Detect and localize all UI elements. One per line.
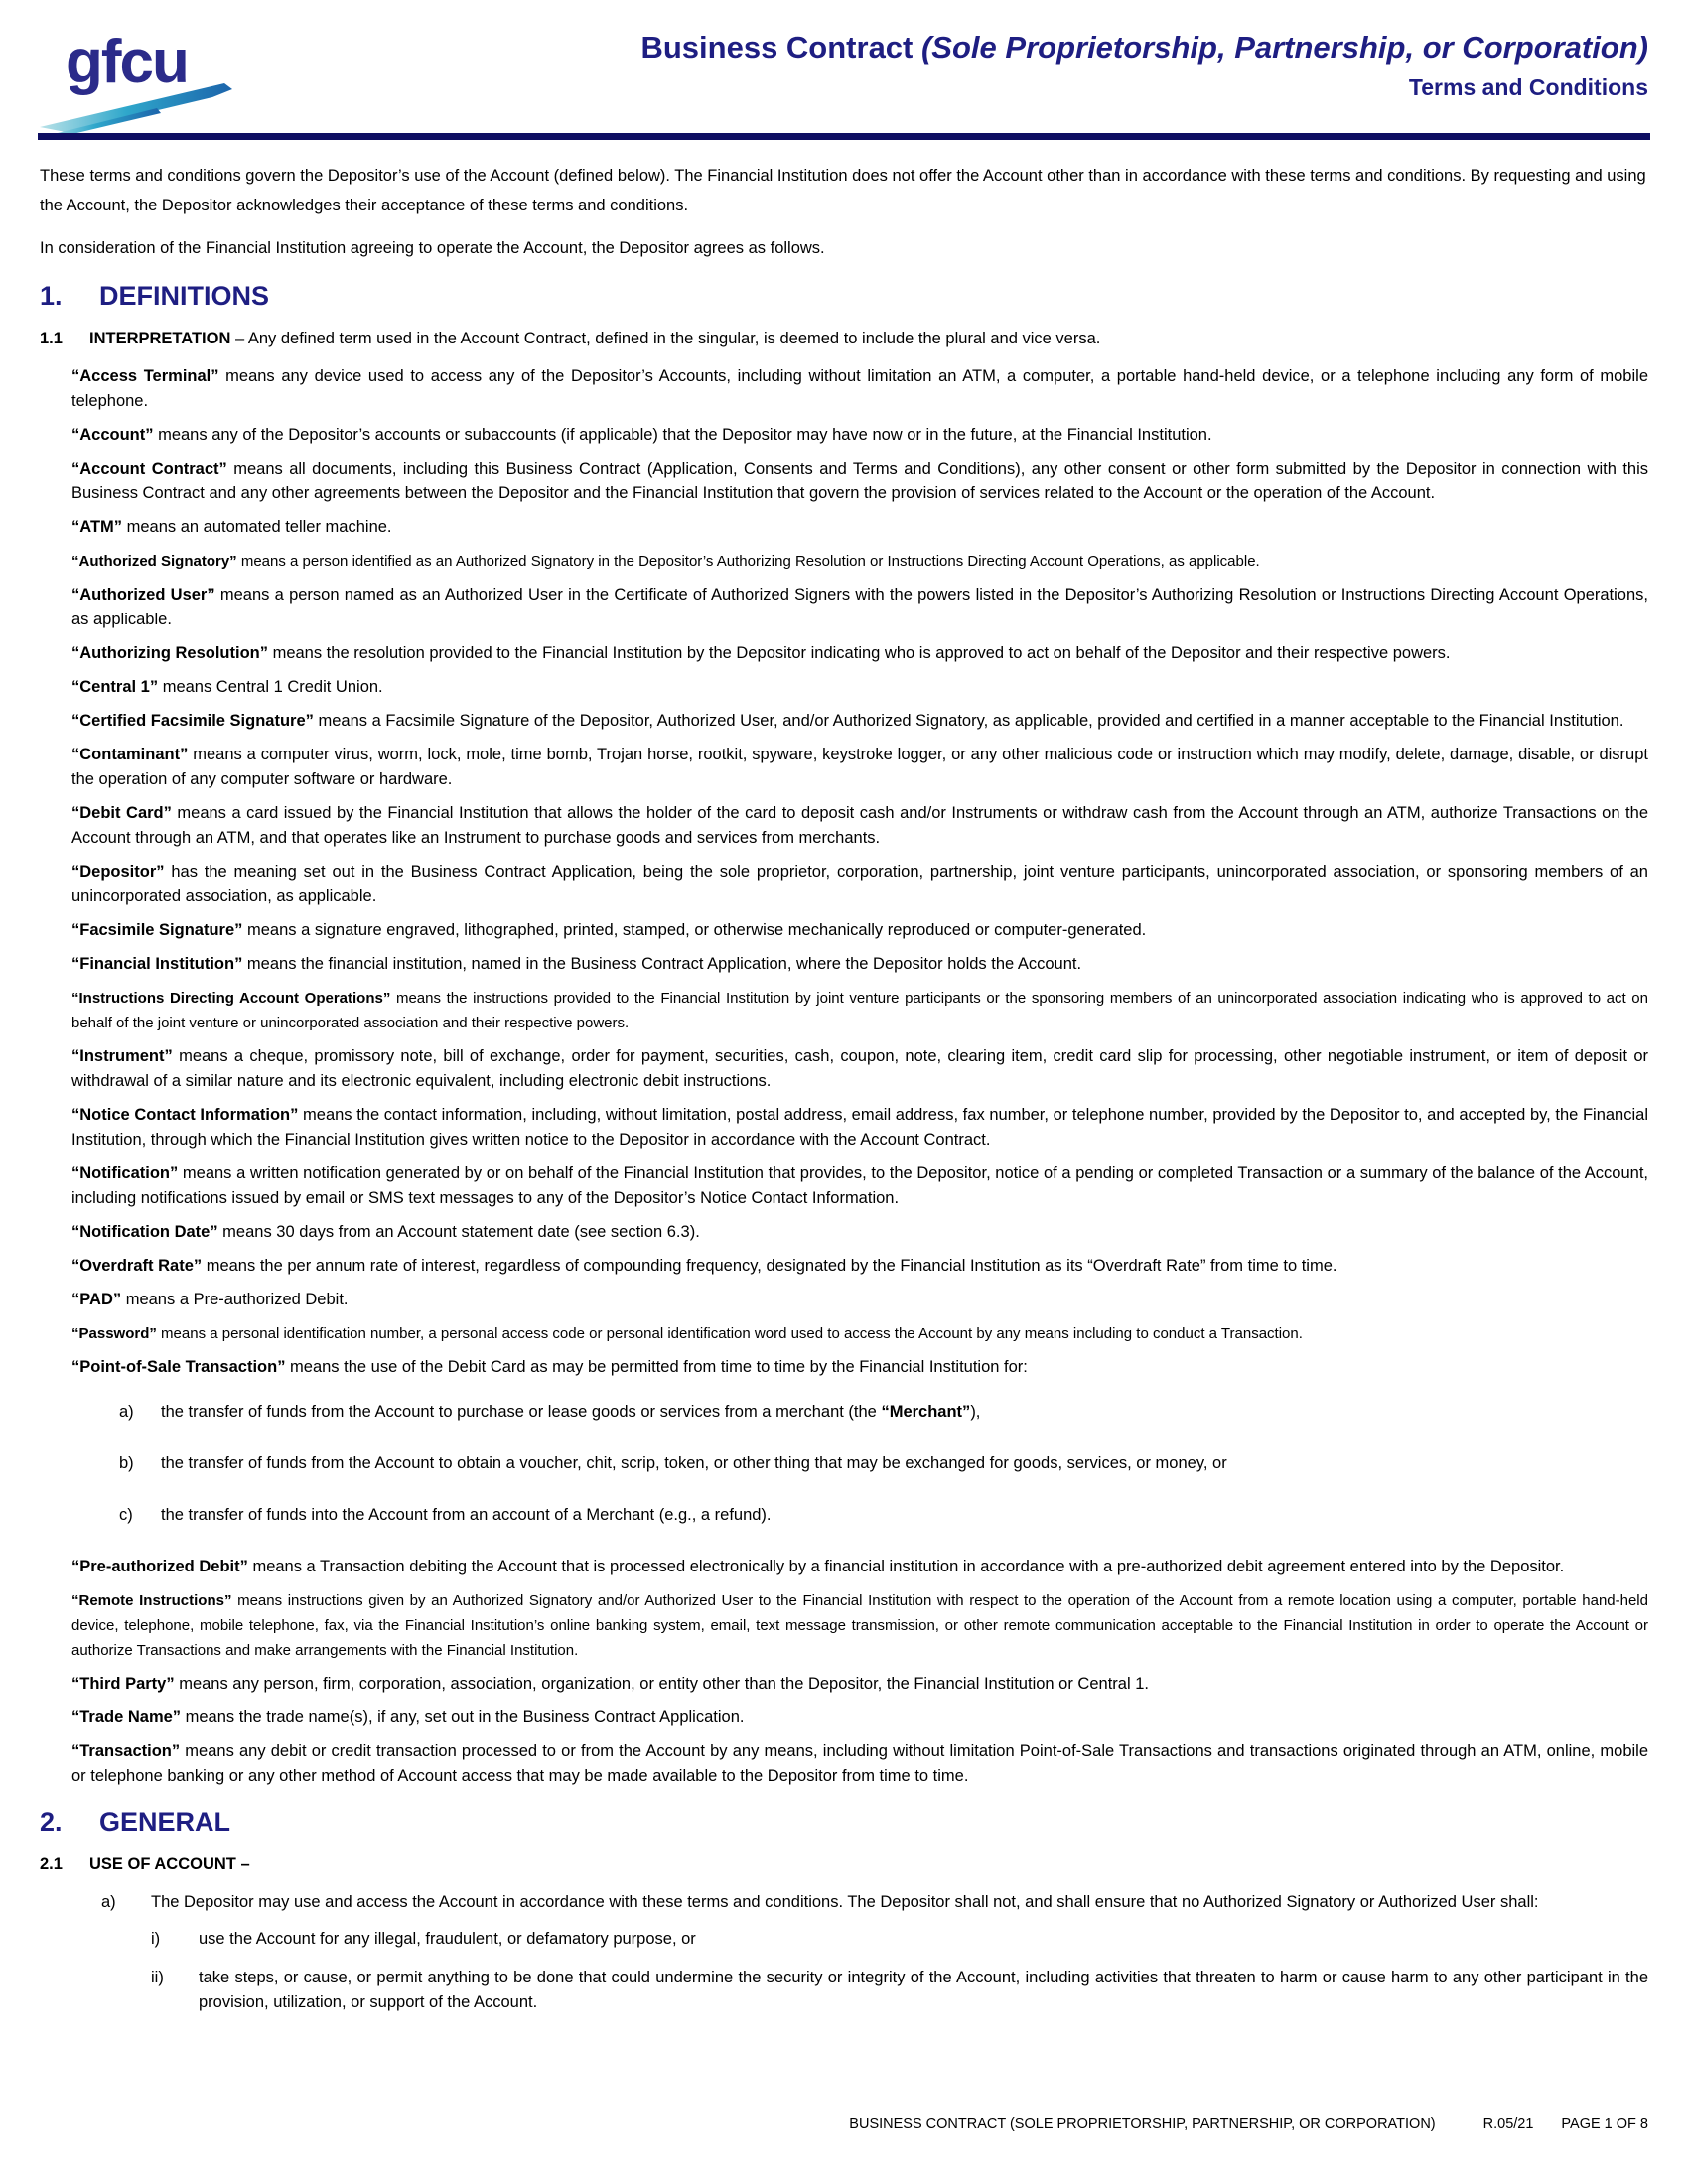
clause-sublist-item — [151, 1927, 1648, 1952]
definition-item — [71, 952, 1648, 977]
definition-term: “Debit Card” — [71, 804, 172, 822]
definition-term: “Third Party” — [71, 1675, 175, 1693]
definition-term: “Account” — [71, 426, 154, 444]
gfcu-logo — [40, 14, 288, 135]
definition-item — [71, 1672, 1648, 1697]
clause-1-1-text: – Any defined term used in the Account Contract, defined in the singular, is deemed to include the plural and vice versa. — [230, 330, 1101, 347]
definition-sublist-item — [119, 1503, 1648, 1528]
definition-text: means a written notification generated by or on behalf of the Financial Institution that provides, to the Depositor, notice of a pending or completed Transaction or a summary of the balance of the Account, including notifications issued by email or SMS text messages to any of the Depositor’s Notice Contact Information. — [71, 1164, 1648, 1207]
definition-text: means an automated teller machine. — [122, 518, 392, 536]
definition-item — [71, 1588, 1648, 1663]
definition-item — [71, 364, 1648, 414]
definition-text: means 30 days from an Account statement date (see section 6.3). — [217, 1223, 700, 1241]
section-2-title: GENERAL — [99, 1807, 231, 1837]
definition-item — [71, 1706, 1648, 1730]
definition-item — [71, 801, 1648, 851]
clause-item-text: The Depositor may use and access the Account in accordance with these terms and conditions. The Depositor shall not, and shall ensure that no Authorized Signatory or Authorized User shall: — [151, 1893, 1539, 1911]
definition-term: “Facsimile Signature” — [71, 921, 243, 939]
definition-text: means a Facsimile Signature of the Depositor, Authorized User, and/or Authorized Signatory, as applicable, provided and certified in a manner acceptable to the Financial Institution. — [313, 712, 1624, 730]
definition-item — [71, 549, 1648, 574]
definition-item — [71, 423, 1648, 448]
definition-item — [71, 1161, 1648, 1211]
definition-text: means the per annum rate of interest, regardless of compounding frequency, designated by the Financial Institution as its “Overdraft Rate” from time to time. — [202, 1257, 1337, 1275]
definition-item — [71, 860, 1648, 909]
definition-term: “Depositor” — [71, 863, 165, 881]
definition-term: “ATM” — [71, 518, 123, 536]
definition-term: “Remote Instructions” — [71, 1592, 232, 1609]
definition-text: means any person, firm, corporation, association, organization, or entity other than the Depositor, the Financial Institution or Central 1. — [174, 1675, 1149, 1693]
definition-item — [71, 1103, 1648, 1153]
clause-1-1 — [40, 327, 1648, 351]
clause-sublist — [151, 1927, 1648, 2015]
clause-1-1-body — [89, 327, 1648, 351]
definition-text: means Central 1 Credit Union. — [158, 678, 383, 696]
definition-term: “Notification” — [71, 1164, 179, 1182]
list-item-text: take steps, or cause, or permit anything to be done that could undermine the security or integrity of the Account, including activities that threaten to harm or cause harm to any other participant in the provision, utilization, or support of the Account. — [199, 1969, 1648, 2011]
clause-2-1-number: 2.1 — [40, 1855, 63, 1873]
document-header — [0, 0, 1688, 141]
definition-item — [71, 918, 1648, 943]
definition-text: means any of the Depositor’s accounts or subaccounts (if applicable) that the Depositor may have now or in the future, at the Financial Institution. — [153, 426, 1212, 444]
definition-term: “Instrument” — [71, 1047, 173, 1065]
definition-term: “Trade Name” — [71, 1708, 182, 1726]
list-item-label: a) — [101, 1893, 116, 1911]
list-item-text — [151, 1890, 1648, 2029]
definition-text: means any debit or credit transaction processed to or from the Account by any means, including without limitation Point-of-Sale Transactions and transactions originated through an ATM, online, mobile or telephone banking or any other method of Account access that may be made available to the Depositor from time to time. — [71, 1742, 1648, 1785]
definition-term: “Password” — [71, 1325, 157, 1342]
definition-item — [71, 986, 1648, 1035]
definition-term: “Notification Date” — [71, 1223, 218, 1241]
document-body — [0, 141, 1688, 2029]
section-2-number: 2. — [40, 1807, 63, 1837]
section-1-title: DEFINITIONS — [99, 281, 270, 311]
definition-text: means the trade name(s), if any, set out in the Business Contract Application. — [181, 1708, 745, 1726]
definition-sublist-item — [119, 1400, 1648, 1425]
definition-text: means a card issued by the Financial Institution that allows the holder of the card to deposit cash and/or Instruments or withdraw cash from the Account through an ATM, authorize Transactions on the Account through an ATM, and that operates like an Instrument to purchase goods and services from merchants. — [71, 804, 1648, 847]
page-title-qualifier: (Sole Proprietorship, Partnership, or Corporation) — [913, 30, 1648, 65]
definition-text: means a person identified as an Authorized Signatory in the Depositor’s Authorizing Resolution or Instructions Directing Account Operations, as applicable. — [236, 553, 1260, 570]
definition-text: has the meaning set out in the Business Contract Application, being the sole proprietor, corporation, partnership, joint venture participants, unincorporated association, or sponsoring members of an unincorporated association, as applicable. — [71, 863, 1648, 905]
definition-term: “Overdraft Rate” — [71, 1257, 203, 1275]
definition-text: means a Transaction debiting the Account that is processed electronically by a financial institution in accordance with a pre-authorized debit agreement entered into by the Depositor. — [247, 1558, 1565, 1575]
definition-item — [71, 1254, 1648, 1279]
definition-item — [71, 583, 1648, 632]
definition-text: means instructions given by an Authorized Signatory and/or Authorized User to the Financial Institution with respect to the operation of the Account from a remote location using a computer, portable hand-held device, telephone, mobile telephone, fax, via the Financial Institution’s online banking system, email, text message transmission, or other remote communication acceptable to the Financial Institution in order to operate the Account or authorize Transactions and make arrangements with the Financial Institution. — [71, 1592, 1648, 1659]
definition-text: means a person named as an Authorized User in the Certificate of Authorized Signers with the powers listed in the Depositor’s Authorizing Resolution or Instructions Directing Account Operations, as applicable. — [71, 586, 1648, 628]
definition-item — [71, 457, 1648, 506]
list-item-text: the transfer of funds from the Account to obtain a voucher, chit, scrip, token, or other thing that may be exchanged for goods, services, or money, or — [161, 1454, 1227, 1472]
definition-term: “Access Terminal” — [71, 367, 219, 385]
definition-item — [71, 1288, 1648, 1312]
list-item-label: c) — [119, 1506, 133, 1524]
page-title-main: Business Contract — [640, 30, 914, 65]
definition-text: means a computer virus, worm, lock, mole, time bomb, Trojan horse, rootkit, spyware, keystroke logger, or any other malicious code or instruction which may modify, delete, damage, disable, or disrupt the operation of any computer software or hardware. — [71, 746, 1648, 788]
definition-term: “Pre-authorized Debit” — [71, 1558, 248, 1575]
clause-list-item — [101, 1890, 1648, 2029]
clause-2-1-body — [89, 1852, 1648, 1877]
section-2-heading — [40, 1807, 1648, 1837]
page-title — [640, 30, 1648, 66]
list-item-text: the transfer of funds from the Account to purchase or lease goods or services from a merchant (the “Merchant”), — [161, 1403, 981, 1421]
definition-term: “Point-of-Sale Transaction” — [71, 1358, 286, 1376]
definition-term: “Certified Facsimile Signature” — [71, 712, 314, 730]
list-item-label: b) — [119, 1454, 134, 1472]
definition-term: “Authorizing Resolution” — [71, 644, 268, 662]
clause-2-1 — [40, 1852, 1648, 1877]
definition-term: “Authorized User” — [71, 586, 215, 604]
clause-sublist-item — [151, 1966, 1648, 2015]
definition-sublist-item — [119, 1451, 1648, 1476]
footer-page-number: PAGE 1 OF 8 — [1561, 2116, 1648, 2132]
list-item-label: a) — [119, 1403, 134, 1421]
definition-item — [71, 641, 1648, 666]
definition-term: “Transaction” — [71, 1742, 181, 1760]
list-item-text: use the Account for any illegal, fraudulent, or defamatory purpose, or — [199, 1930, 696, 1948]
definition-text: means the financial institution, named in the Business Contract Application, where the Depositor holds the Account. — [242, 955, 1082, 973]
definition-text: means a personal identification number, a personal access code or personal identification word used to access the Account by any means including to conduct a Transaction. — [156, 1325, 1303, 1342]
list-item-text: the transfer of funds into the Account from an account of a Merchant (e.g., a refund). — [161, 1506, 772, 1524]
section-1-heading — [40, 281, 1648, 311]
clause-1-1-number: 1.1 — [40, 330, 63, 347]
definition-term: “Notice Contact Information” — [71, 1106, 299, 1124]
definition-item — [71, 675, 1648, 700]
header-titles — [640, 30, 1648, 101]
logo-text: gfcu — [66, 28, 188, 96]
definition-term: “Central 1” — [71, 678, 159, 696]
definition-term: “Account Contract” — [71, 460, 227, 478]
definition-term: “Authorized Signatory” — [71, 553, 237, 570]
definition-term: “Instructions Directing Account Operations” — [71, 990, 391, 1007]
definition-text: means a signature engraved, lithographed, printed, stamped, or otherwise mechanically reproduced or computer-generated. — [242, 921, 1147, 939]
clause-2-1-title: USE OF ACCOUNT – — [89, 1855, 250, 1873]
document-footer — [40, 2116, 1648, 2132]
definition-text: means the resolution provided to the Financial Institution by the Depositor indicating who is approved to act on behalf of the Depositor and their respective powers. — [267, 644, 1451, 662]
definition-text: means a Pre-authorized Debit. — [121, 1291, 349, 1308]
definition-item — [71, 1355, 1648, 1380]
list-item-label: i) — [151, 1930, 161, 1948]
definition-sublist — [119, 1400, 1648, 1528]
page-subtitle: Terms and Conditions — [1408, 73, 1648, 100]
definition-text: means the instructions provided to the Financial Institution by joint venture participants or the sponsoring members of an unincorporated association indicating who is approved to act on behalf of the joint venture or unincorporated association and their respective powers. — [71, 990, 1648, 1031]
definition-text: means all documents, including this Business Contract (Application, Consents and Terms and Conditions), any other consent or other form submitted by the Depositor in connection with this Business Contract and any other agreements between the Depositor and the Financial Institution that govern the provision of services related to the Account or the operation of the Account. — [71, 460, 1648, 502]
definition-term: “PAD” — [71, 1291, 122, 1308]
section-1-number: 1. — [40, 281, 63, 311]
definition-item — [71, 1044, 1648, 1094]
definition-item — [71, 515, 1648, 540]
list-item-label: ii) — [151, 1969, 164, 1986]
definition-item — [71, 1220, 1648, 1245]
use-of-account-items — [101, 1890, 1648, 2029]
definition-item — [71, 1321, 1648, 1346]
definition-text: means the contact information, including, without limitation, postal address, email address, fax number, or telephone number, provided by the Depositor to, and accepted by, the Financial Institution, through which the Financial Institution gives written notice to the Depositor in accordance with the Account Contract. — [71, 1106, 1648, 1149]
definitions-list — [71, 364, 1648, 1789]
intro-paragraph-2: In consideration of the Financial Institution agreeing to operate the Account, the Depositor agrees as follows. — [40, 239, 825, 257]
definition-item — [71, 709, 1648, 734]
header-rule — [38, 133, 1650, 140]
footer-revision: R.05/21 — [1482, 2116, 1534, 2132]
footer-document-name: BUSINESS CONTRACT (SOLE PROPRIETORSHIP, PARTNERSHIP, OR CORPORATION) — [849, 2116, 1436, 2132]
definition-item — [71, 743, 1648, 792]
definition-text: means a cheque, promissory note, bill of exchange, order for payment, securities, cash, coupon, note, clearing item, credit card slip for processing, other negotiable instrument, or item of deposit or withdrawal of a similar nature and its electronic equivalent, including electronic debit instructions. — [71, 1047, 1648, 1090]
intro-paragraph-1: These terms and conditions govern the Depositor’s use of the Account (defined below). The Financial Institution does not offer the Account other than in accordance with these terms and conditions. By requesting and using the Account, the Depositor acknowledges their acceptance of these terms and conditions. — [40, 167, 1646, 214]
definition-item — [71, 1739, 1648, 1789]
clause-1-1-title: INTERPRETATION — [89, 330, 231, 347]
definition-item — [71, 1555, 1648, 1579]
definition-term: “Financial Institution” — [71, 955, 243, 973]
logo-swoosh-icon — [40, 75, 250, 139]
definition-text: means the use of the Debit Card as may be permitted from time to time by the Financial Institution for: — [285, 1358, 1028, 1376]
definition-text: means any device used to access any of the Depositor’s Accounts, including without limitation an ATM, a computer, a portable hand-held device, or a telephone including any form of mobile telephone. — [71, 367, 1648, 410]
definition-term: “Contaminant” — [71, 746, 189, 763]
